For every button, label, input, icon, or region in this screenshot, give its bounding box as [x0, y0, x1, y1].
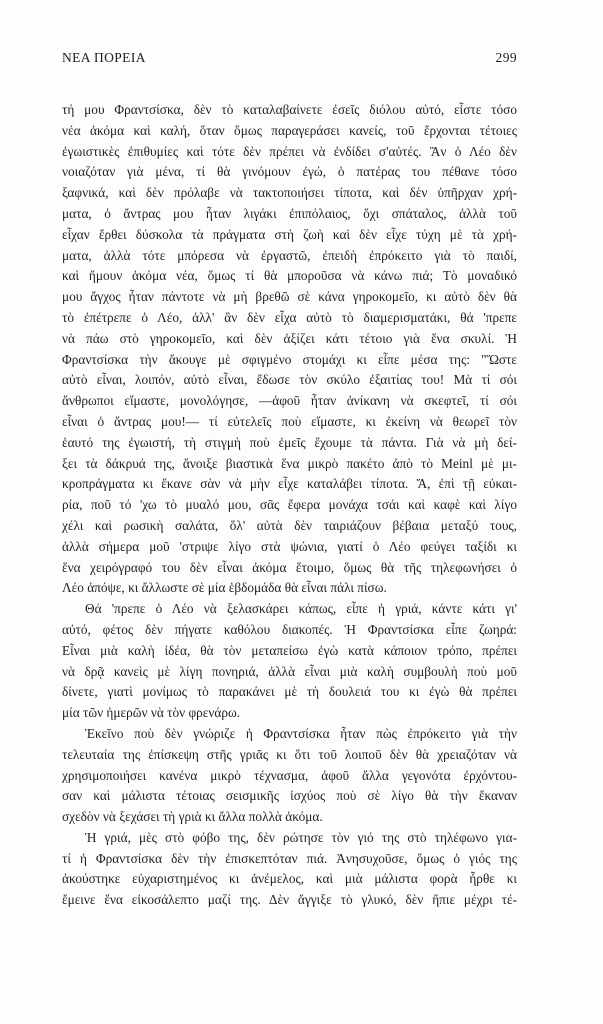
text-line: ἕνα χειρόγραφό του δὲν εἶναι ἀκόμα ἕτοιμο, ὅμως θὰ τῆς τηλεφωνήσει ὁ [62, 559, 517, 575]
text-line: σχεδὸν νὰ ξεχάσει τὴ γριὰ κι ἄλλα πολλὰ ἀκόμα. [62, 809, 323, 825]
text-line: σαν καὶ μάλιστα τέτοιας σεισμικῆς ἰσχύος ποὺ σὲ λίγο θὰ τὴν ἔκαναν [62, 788, 517, 804]
text-line [62, 724, 517, 745]
text-line: ἀκούστηκε εὐχαριστημένος κι ἀνέμελος, καὶ μιὰ μάλιστα φορὰ ἦρθε κι [62, 871, 517, 887]
text-line: δίνετε, γιατὶ μονίμως τὸ παρακάνει μὲ τὴ δουλειά του κι ἐγὼ θὰ πρέπει [62, 684, 517, 700]
text-line: ξαφνικά, καὶ δὲν πρόλαβε νὰ τακτοποιήσει τίποτα, καὶ δὲν ὑπῆρχαν χρή- [62, 185, 517, 201]
text-line: Φραντσίσκα τὴν ἄκουγε μὲ σφιγμένο στομάχι κι εἶπε μέσα της: "Ὥστε [62, 351, 517, 367]
text-line: ἄνθρωποι εἴμαστε, μονολόγησε, —ἀφοῦ ἦταν ἀνίκανη νὰ σκεφτεῖ, τί σόι [62, 393, 517, 409]
text-line: νοιαζόταν γιὰ μένα, τί θὰ γινόμουν ἐγώ, ὁ πατέρας του πέθανε τόσο [62, 164, 517, 180]
text-line [62, 599, 517, 620]
text-line [62, 828, 517, 849]
text-line: ἔμεινε ἕνα εἰκοσάλεπτο μαζί της. Δὲν ἄγγιξε τὸ γλυκό, δὲν ἤπιε μέχρι τέ- [62, 892, 517, 908]
text-line: ἀλλὰ σήμερα μοῦ 'στριψε λίγο στὰ ψώνια, γιατί ὁ Λέο φεύγει ταξίδι κι [62, 538, 517, 554]
text-line: μου ἄγχος ἦταν πάντοτε νὰ μὴ βρεθῶ σὲ κάνα γηροκομεῖο, κι αὐτὸ δὲν θὰ [62, 289, 517, 305]
text-line: νὰ πάω στὸ γηροκομεῖο, καὶ δὲν ἀξίζει κάτι τέτοιο γιὰ ἕνα σκυλί. Ἡ [62, 330, 517, 346]
text-line: ματα, ὁ ἄντρας μου ἦταν λιγάκι ἐπιπόλαιος, ὄχι σπάταλος, ἀλλὰ τοῦ [62, 205, 517, 221]
text-line-content: Ἡ γριά, μὲς στὸ φόβο της, δὲν ρώτησε τὸν γιό της στὸ τηλέφωνο για- [85, 829, 517, 845]
text-line: αὐτὸ εἶναι, λοιπόν, αὐτὸ εἶναι, ἔδωσε τὸν σκύλο ἐξαιτίας του! Μὰ τί σόι [62, 372, 517, 388]
text-line: ματα, ἀλλὰ τότε μπόρεσα νὰ ἐργαστῶ, ἐπειδὴ ἐπρόκειτο γιὰ τὸ παιδί, [62, 247, 517, 263]
text-line: ἑαυτό της ἐγωιστή, τὴ στιγμὴ ποὺ ἐμεῖς ἔχουμε τὰ πάντα. Γιὰ νὰ μὴ δεί- [62, 434, 517, 450]
page-header [62, 50, 517, 68]
text-line: εἶχαν ἔρθει δύσκολα τὰ πράγματα στὴ ζωὴ καὶ δὲν εἶχε τύχη μὲ τὰ χρή- [62, 226, 517, 242]
text-line: νὰ δρᾷ κανεὶς μὲ λίγη πονηριά, ἀλλὰ εἶναι μιὰ καλὴ συμβουλὴ ποὺ μοῦ [62, 663, 517, 679]
text-line: τή μου Φραντσίσκα, δὲν τὸ καταλαβαίνετε ἐσεῖς διόλου αὐτό, εἶστε τόσο [62, 102, 517, 117]
text-line: ξει τὰ δάκρυά της, ἄνοιξε βιαστικὰ ἕνα μικρὸ πακέτο ἀπὸ τὸ Meinl μὲ μι- [62, 455, 517, 471]
running-head: ΝΕΑ ΠΟΡΕΙΑ [62, 50, 146, 65]
text-line: κροπράγματα κι ἔκανε σὰν νὰ μὴν εἶχε καταλάβει τίποτα. Ἄ, ἐπὶ τῇ εὐκαι- [62, 476, 517, 492]
text-line: μία τῶν ἡμερῶν νὰ τὸν φρενάρω. [62, 705, 241, 721]
text-line: τελευταία της ἐπίσκεψη στῆς γριᾶς κι ὅτι τοῦ λοιποῦ δὲν θὰ χρειαζόταν νὰ [62, 746, 517, 762]
text-line: ἐγωιστικὲς ἐπιθυμίες καὶ τότε δὲν πρέπει νὰ ἐνδίδει σ'αὐτές. Ἂν ὁ Λέο δὲν [62, 143, 517, 159]
text-line-content: Ἐκεῖνο ποὺ δὲν γνώριζε ἡ Φραντσίσκα ἦταν πὼς ἐπρόκειτο γιὰ τὴν [85, 725, 517, 741]
text-line: χρησιμοποιήσει κανένα μικρὸ τέχνασμα, ἀφοῦ ἄλλα γεγονότα ἐρχόντου- [62, 767, 517, 783]
body-text [62, 100, 517, 911]
text-line: τί ἡ Φραντσίσκα δὲν τὴν ἐπισκεπτόταν πιά. Ἀνησυχοῦσε, ὅμως ὁ γιός της [62, 850, 517, 866]
text-line: χέλι καὶ ρωσικὴ σαλάτα, ὅλ' αὐτὰ δὲν ταιριάζουν βέβαια μεταξύ τους, [62, 517, 517, 533]
text-line: τὸ ἐπέτρεπε ὁ Λέο, ἀλλ' ἂν δὲν εἶχα αὐτὸ τὸ διαμερισματάκι, θά 'πρεπε [62, 309, 517, 325]
text-line: καὶ ἤμουν ἀκόμα νέα, ὅμως τί θὰ μποροῦσα νὰ κάνω πιά; Τὸ μοναδικό [62, 268, 517, 284]
page-number: 299 [495, 50, 517, 65]
text-line-content: Θά 'πρεπε ὁ Λέο νὰ ξελασκάρει κάπως, εἶπε ἡ γριά, κάντε κάτι γι' [85, 601, 517, 617]
text-line: εἶναι ὁ ἄντρας μου!— τί εὐτελεῖς ποὺ εἴμαστε, κι ἐκείνη νὰ θεωρεῖ τὸν [62, 413, 517, 429]
text-line: νέα ἀκόμα καὶ καλή, ὅταν ὅμως παραγεράσει κανείς, τοῦ ἔρχονται τέτοιες [62, 122, 517, 138]
text-line: Λέο ἀπόψε, κι ἄλλωστε σὲ μία ἑβδομάδα θὰ εἶναι πάλι πίσω. [62, 580, 387, 596]
text-line: Εἶναι μιὰ καλὴ ἰδέα, θὰ τὸν μεταπείσω ἐγὼ κατὰ κάποιον τρόπο, πρέπει [62, 642, 517, 658]
text-line: ρία, ποῦ τό 'χω τὸ μυαλό μου, σᾶς ἔφερα μονάχα τσάι καὶ καφὲ καὶ λίγο [62, 497, 517, 513]
text-line: αὐτό, φέτος δὲν πήγατε καθόλου διακοπές. Ἡ Φραντσίσκα εἶπε ζωηρά: [62, 621, 517, 637]
